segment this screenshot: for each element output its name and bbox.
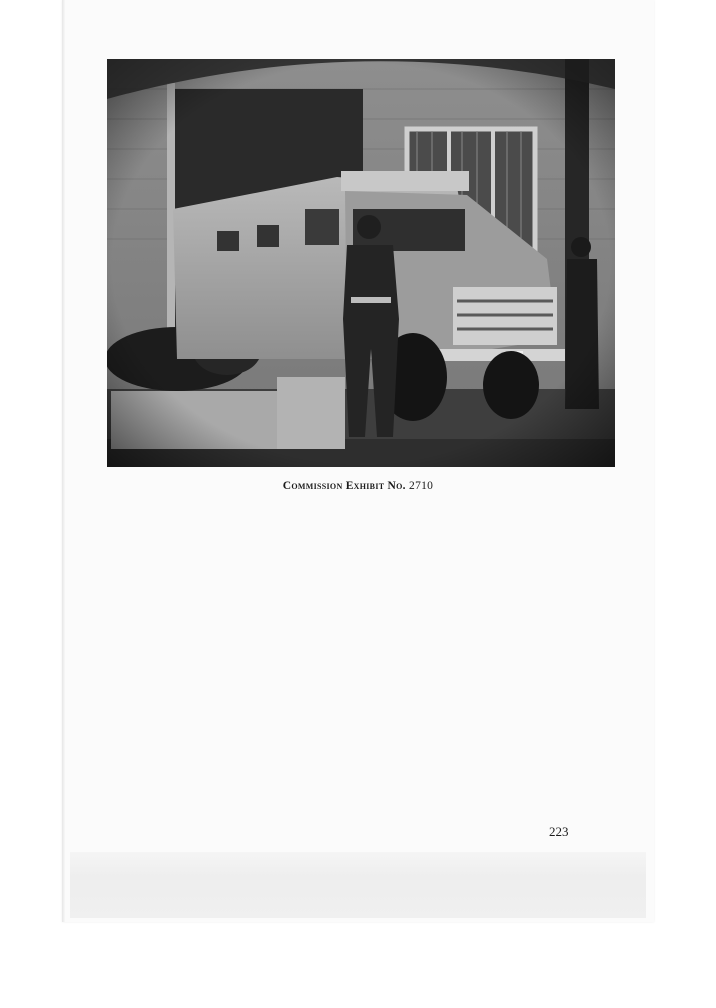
scan-shadow-band	[70, 852, 646, 918]
page-sheet	[62, 0, 654, 922]
exhibit-label: Commission Exhibit No.	[282, 480, 406, 492]
armored-truck-photo-image	[107, 59, 615, 467]
exhibit-caption	[62, 480, 654, 492]
exhibit-number: 2710	[409, 480, 434, 492]
page-number: 223	[549, 824, 569, 839]
page-edge	[62, 0, 65, 922]
exhibit-photograph	[107, 59, 615, 467]
